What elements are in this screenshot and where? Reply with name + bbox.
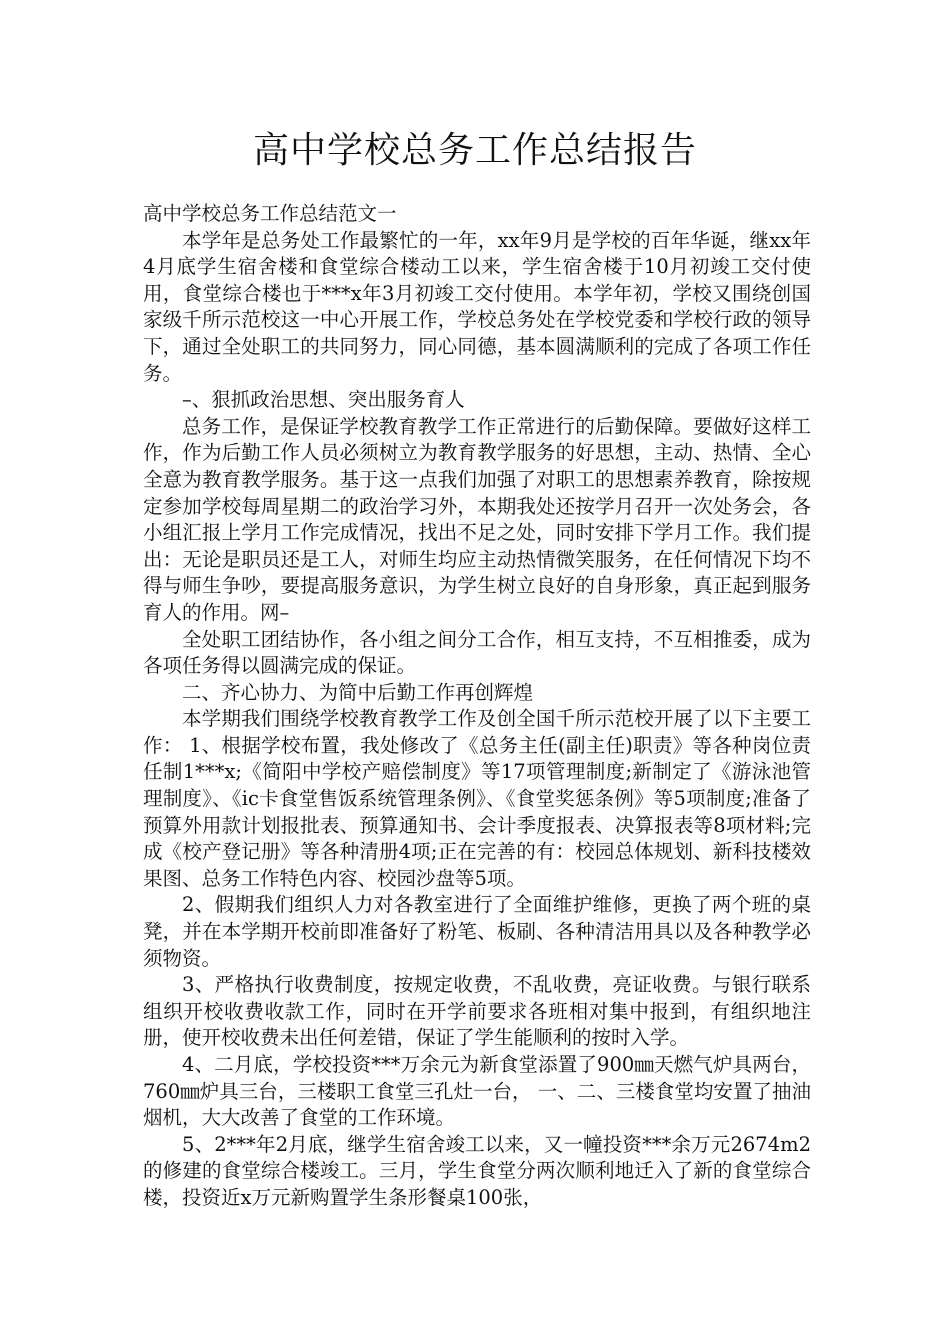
paragraph: 总务工作，是保证学校教育教学工作正常进行的后勤保障。要做好这样工作，作为后勤工作人员必须树立为教育教学服务的好思想，主动、热情、全心全意为教育教学服务。基于这一点我们加强了对职工的思想素养教育，除按规定参加学校每周星期二的政治学习外，本期我处还按学月召开一次处务会，各小组汇报上学月工作完成情况，找出不足之处，同时安排下学月工作。我们提出：无论是职员还是工人，对师生均应主动热情微笑服务，在任何情况下均不得与师生争吵，要提高服务意识，为学生树立良好的自身形象，真正起到服务育人的作用。网– [143, 414, 811, 624]
document-title: 高中学校总务工作总结报告 [252, 130, 697, 171]
paragraph: 高中学校总务工作总结范文一 [143, 202, 397, 225]
paragraph: 5、2***年2月底，继学生宿舍竣工以来，又一幢投资***余万元2674m2的修建的食堂综合楼竣工。三月，学生食堂分两次顺利地迁入了新的食堂综合楼，投资近x万元新购置学生条形餐桌100张， [143, 1132, 811, 1209]
paragraph: 2、假期我们组织人力对各教室进行了全面维护维修，更换了两个班的桌凳，并在本学期开校前即准备好了粉笔、板刷、各种清洁用具以及各种教学必须物资。 [143, 893, 811, 970]
paragraph: 3、严格执行收费制度，按规定收费，不乱收费，亮证收费。与银行联系组织开校收费收款工作，同时在开学前要求各班相对集中报到，有组织地注册，使开校收费未出任何差错，保证了学生能顺利的按时入学。 [143, 973, 811, 1050]
paragraph: 本学期我们围绕学校教育教学工作及创全国千所示范校开展了以下主要工作： 1、根据学校布置，我处修改了《总务主任(副主任)职责》等各种岗位责任制1***x;《简阳中学校产赔偿制度》等17项管理制度;新制定了《游泳池管理制度》、《ic卡食堂售饭系统管理条例》、《食堂奖惩条例》等5项制度;准备了预算外用款计划报批表、预算通知书、会计季度报表、决算报表等8项材料;完成《校产登记册》等各种清册4项;正在完善的有：校园总体规划、新科技楼效果图、总务工作特色内容、校园沙盘等5项。 [143, 707, 811, 890]
section-heading: 二、齐心协力、为简中后勤工作再创辉煌 [182, 680, 534, 704]
paragraph: 4、二月底，学校投资***万余元为新食堂添置了900㎜天燃气炉具两台，760㎜炉具三台，三楼职工食堂三孔灶一台， 一、二、三楼食堂均安置了抽油烟机，大大改善了食堂的工作环境。 [143, 1053, 811, 1130]
section-heading: –、狠抓政治思想、突出服务育人 [182, 388, 465, 412]
paragraph: 本学年是总务处工作最繁忙的一年，xx年9月是学校的百年华诞，继xx年4月底学生宿舍楼和食堂综合楼动工以来，学生宿舍楼于10月初竣工交付使用，食堂综合楼也于***x年3月初竣工交付使用。本学年初，学校又围绕创国家级千所示范校这一中心开展工作，学校总务处在学校党委和学校行政的领导下，通过全处职工的共同努力，同心同德，基本圆满顺利的完成了各项工作任务。 [143, 228, 811, 385]
paragraph: 全处职工团结协作，各小组之间分工合作，相互支持，不互相推委，成为各项任务得以圆满完成的保证。 [143, 627, 811, 678]
document-body [143, 201, 811, 1212]
